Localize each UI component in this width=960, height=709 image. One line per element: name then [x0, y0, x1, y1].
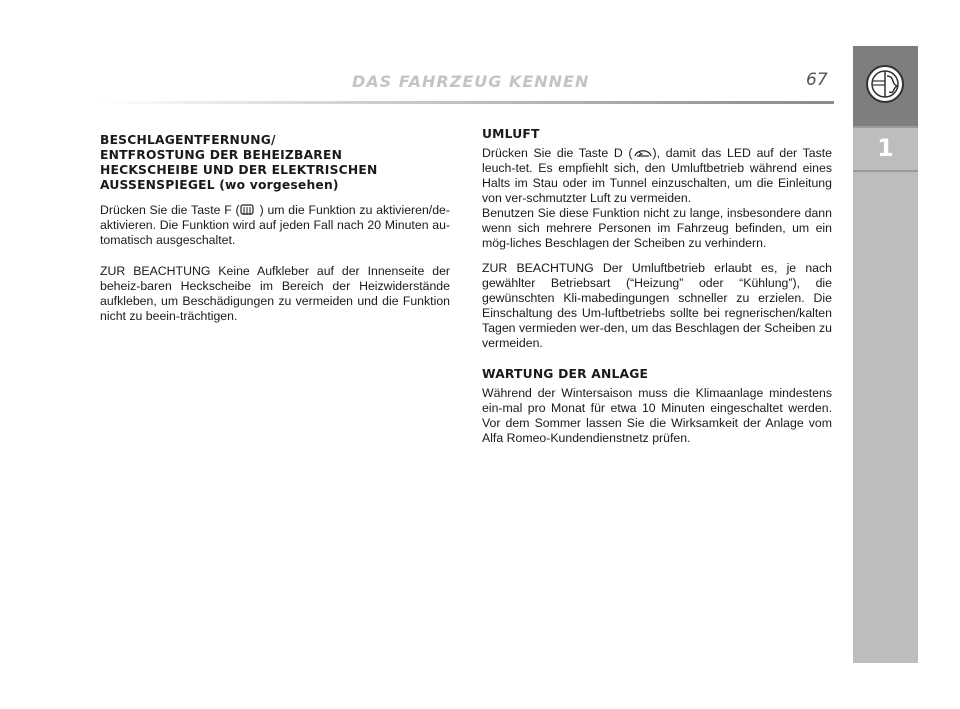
- sidebar-divider: [853, 170, 918, 172]
- header-divider: [100, 101, 834, 104]
- sidebar-divider: [853, 126, 918, 128]
- wartung-heading: WARTUNG DER ANLAGE: [482, 367, 649, 381]
- body-paragraph: Benutzen Sie diese Funktion nicht zu lange, insbesondere dann wenn sich mehrere Personen im Fahrzeug befinden, um ein mög-liches Beschlagen der Scheiben zu verhindern.: [482, 206, 832, 250]
- heading-line: AUSSENSPIEGEL (wo vorgesehen): [100, 178, 339, 192]
- chapter-number: 1: [877, 134, 894, 162]
- paragraph-text: ), damit das LED auf der Taste leuch-tet. Es empfiehlt sich, den Umluftbetrieb während eines Halts im Stau oder im Tunnel einzuschalten, um die Einleitung von ver-schmutzter Luft zu vermeiden.: [482, 146, 832, 205]
- paragraph-text: Drücken Sie die Taste F (: [100, 203, 240, 217]
- note-paragraph: ZUR BEACHTUNG Der Umluftbetrieb erlaubt es, je nach gewählter Betriebsart (“Heizung” oder “Kühlung”), die gewünschten Kli-mabedingungen schneller zu erzielen. Die Einschaltung des Um-luftbetriebs sollte bei regnerischen/kalten Tagen vermieden wer-den, um das Beschlagen der Scheiben zu vermeiden.: [482, 261, 832, 350]
- note-paragraph: ZUR BEACHTUNG Keine Aufkleber auf der Innenseite der beheiz-baren Heckscheibe im Bereich der Heizwiderstände aufkleben, um Beschädigungen zu vermeiden und die Funktion nicht zu beein-trächtigen.: [100, 264, 450, 323]
- air-recirculation-icon: [633, 147, 653, 159]
- body-paragraph: [100, 203, 450, 248]
- paragraph-text: Drücken Sie die Taste D (: [482, 146, 633, 160]
- right-column: [482, 127, 832, 446]
- alfa-romeo-logo-icon: [853, 46, 918, 126]
- heading-line: BESCHLAGENTFERNUNG/: [100, 133, 276, 147]
- body-paragraph: Während der Wintersaison muss die Klimaanlage mindestens ein-mal pro Monat für etwa 10 Minuten eingeschaltet werden. Vor dem Sommer lassen Sie die Wirksamkeit der Anlage vom Alfa Romeo-Kundendienstnetz prüfen.: [482, 386, 832, 445]
- section-heading: [100, 133, 450, 193]
- left-column: [100, 133, 450, 324]
- body-paragraph: [482, 146, 832, 206]
- heading-line: HECKSCHEIBE UND DER ELEKTRISCHEN: [100, 163, 378, 177]
- rear-window-defrost-icon: [240, 204, 260, 216]
- paragraph-text: ) um die Funktion zu aktivieren/de-aktivieren. Die Funktion wird auf jeden Fall nach 20 Minuten au-tomatisch ausgeschaltet.: [100, 203, 450, 247]
- chapter-sidebar: [853, 46, 918, 663]
- umluft-heading: UMLUFT: [482, 127, 540, 141]
- heading-line: ENTFROSTUNG DER BEHEIZBAREN: [100, 148, 343, 162]
- section-title: DAS FAHRZEUG KENNEN: [352, 72, 590, 91]
- page-number: 67: [806, 70, 828, 90]
